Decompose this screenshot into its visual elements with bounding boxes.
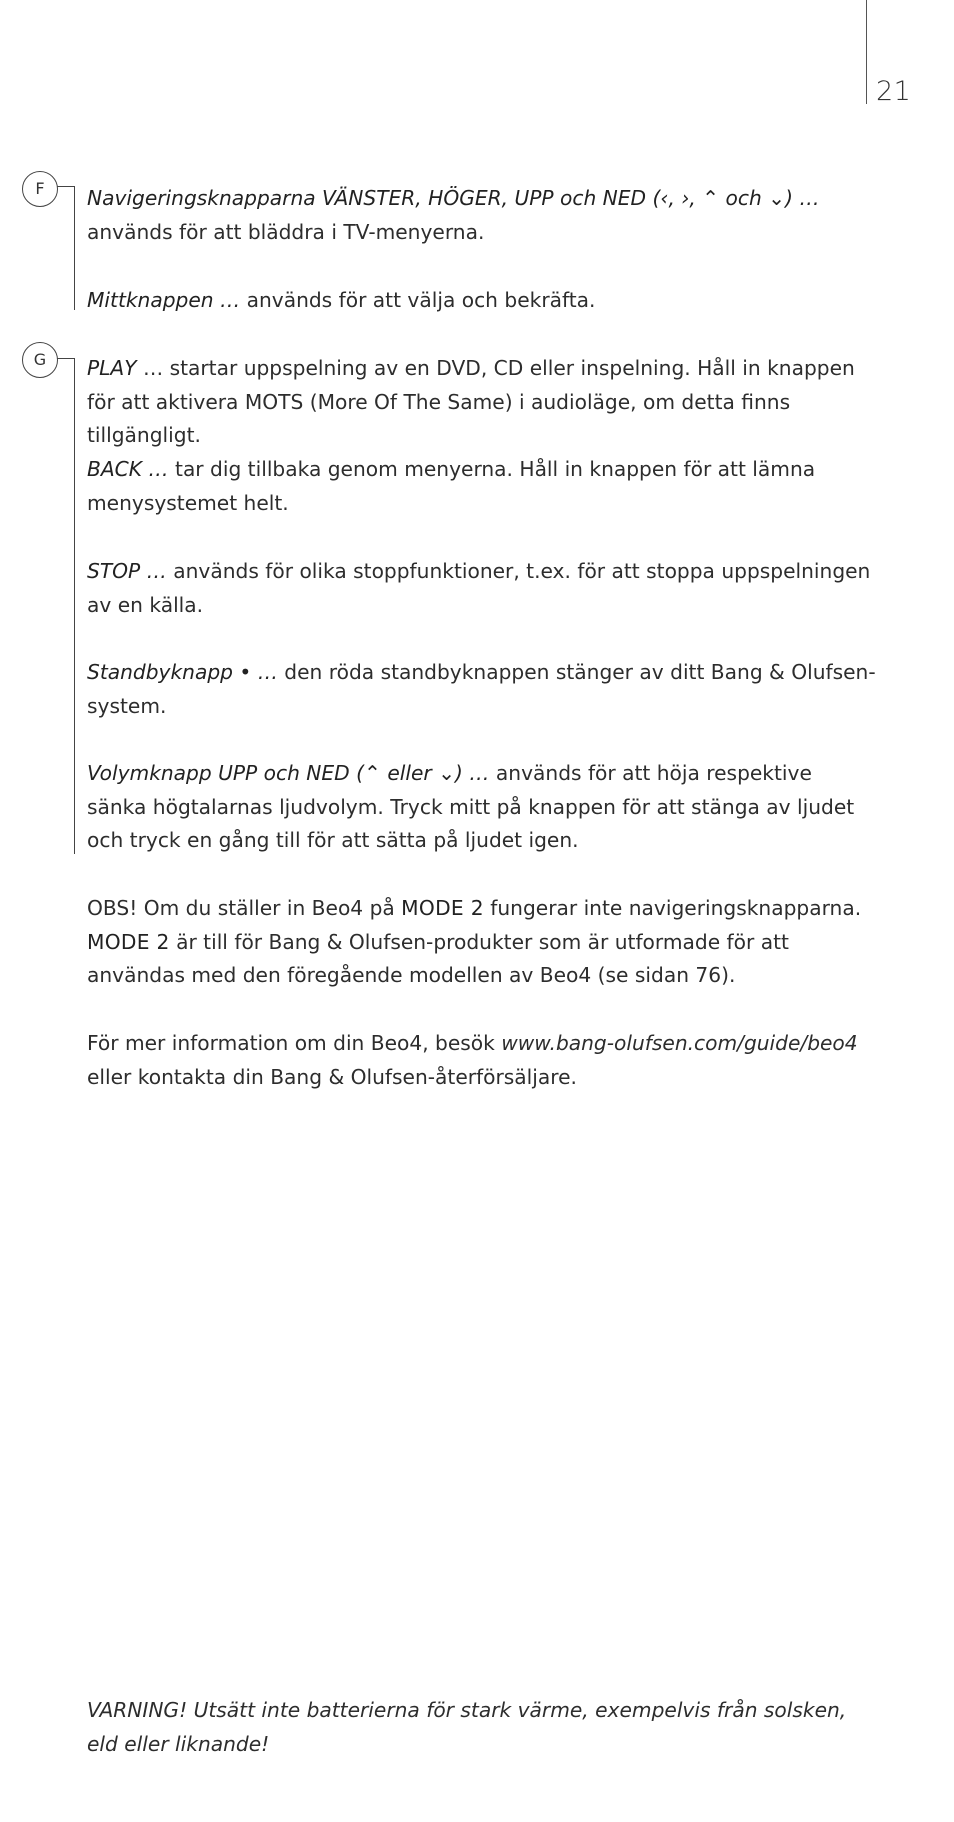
center-key-description xyxy=(87,284,877,318)
mode-note-part1: OBS! Om du ställer in Beo4 på xyxy=(87,896,402,920)
play-key-label: PLAY xyxy=(87,356,137,380)
nav-keys-description xyxy=(87,182,877,249)
nav-keys-text: används för att bläddra i TV-menyerna. xyxy=(87,219,485,244)
center-key-label: Mittknappen … xyxy=(87,288,241,312)
group-line-f xyxy=(74,186,75,310)
section-marker-g: G xyxy=(22,342,58,378)
standby-key-label: Standbyknapp • … xyxy=(87,660,278,684)
stop-key-description xyxy=(87,555,877,622)
mode-note xyxy=(87,892,877,993)
stop-key-label: STOP … xyxy=(87,559,167,583)
mode-note-mode2: MODE 2 xyxy=(87,929,170,954)
battery-warning: VARNING! Utsätt inte batterierna för stark värme, exempelvis från solsken, eld eller liknande! xyxy=(87,1698,847,1756)
more-info-part1: För mer information om din Beo4, besök xyxy=(87,1031,502,1055)
back-key-label: BACK … xyxy=(87,457,169,481)
page-rule xyxy=(866,0,867,104)
stop-key-text: används för olika stoppfunktioner, t.ex. för att stoppa uppspelningen av en källa. xyxy=(87,559,871,617)
group-line-g xyxy=(74,358,75,854)
play-key-description xyxy=(87,352,877,453)
more-info-part2: eller kontakta din Bang & Olufsen-återförsäljare. xyxy=(87,1064,577,1089)
marker-tick-f xyxy=(57,186,75,187)
more-info xyxy=(87,1027,877,1094)
marker-tick-g xyxy=(57,358,75,359)
mode-note-mode1: MODE 2 xyxy=(401,896,484,920)
volume-key-text: används för att höja respektive sänka högtalarnas ljudvolym. Tryck mitt på knappen för att stänga av ljudet och tryck en gång till för att sätta på ljudet igen. xyxy=(87,761,855,852)
standby-key-text: den röda standbyknappen stänger av ditt Bang & Olufsen-system. xyxy=(87,660,876,718)
more-info-url[interactable]: www.bang-olufsen.com/guide/beo4 xyxy=(501,1031,858,1055)
mode-note-part3: är till för Bang & Olufsen-produkter som är utformade för att användas med den föregående modellen av Beo4 (se sidan 76). xyxy=(87,929,789,987)
center-key-text: används för att välja och bekräfta. xyxy=(240,288,596,312)
volume-key-label: Volymknapp UPP och NED (⌃ eller ⌄) … xyxy=(87,761,490,785)
play-key-text: … startar uppspelning av en DVD, CD eller inspelning. Håll in knappen för att aktivera MOTS (More Of The Same) i audioläge, om detta finns tillgängligt. xyxy=(87,356,855,447)
standby-key-description xyxy=(87,656,877,723)
section-marker-f: F xyxy=(22,171,58,207)
page-number: 21 xyxy=(876,76,912,107)
nav-keys-label: Navigeringsknapparna VÄNSTER, HÖGER, UPP och NED (‹, ›, ⌃ och ⌄) … xyxy=(87,186,820,210)
mode-note-part2: fungerar inte navigeringsknapparna. xyxy=(483,896,862,920)
back-key-text: tar dig tillbaka genom menyerna. Håll in knappen för att lämna menysystemet helt. xyxy=(87,457,816,515)
back-key-description xyxy=(87,453,877,520)
volume-key-description xyxy=(87,757,877,858)
